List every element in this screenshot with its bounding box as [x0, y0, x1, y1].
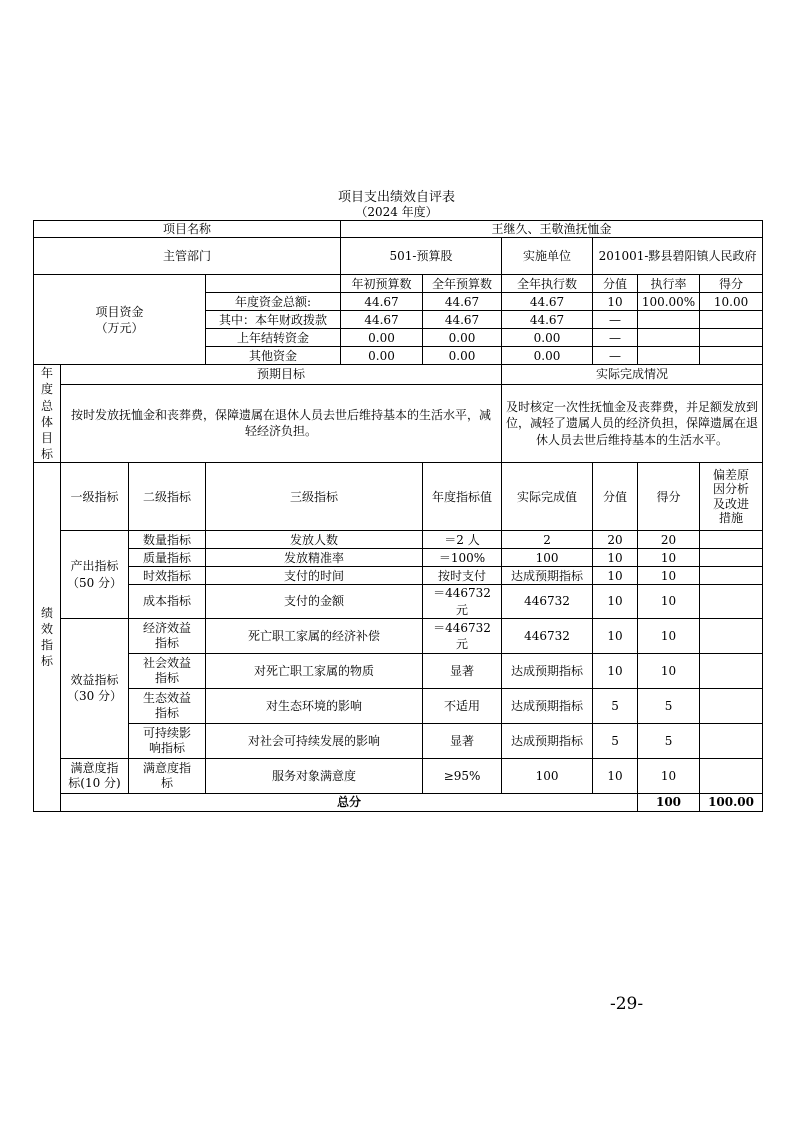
- funds-cell: 44.67: [423, 311, 502, 329]
- indicator-target: ＝446732 元: [423, 618, 502, 653]
- funds-cell: —: [593, 311, 638, 329]
- indicator-score-value: 10: [593, 758, 638, 793]
- goal-side-label: 年 度 总 体 目 标: [34, 365, 61, 463]
- indicator-row: [34, 688, 763, 723]
- indicator-level2: 满意度指 标: [129, 758, 206, 793]
- funds-cell: 其他资金: [206, 347, 341, 365]
- funds-cell: 年度资金总额:: [206, 293, 341, 311]
- funds-cell: —: [593, 329, 638, 347]
- indicator-row: [34, 549, 763, 567]
- funds-cell: 0.00: [502, 329, 593, 347]
- indicators-header: 偏差原 因分析 及改进 措施: [700, 463, 763, 531]
- funds-cell: [638, 329, 700, 347]
- indicator-target: ≥95%: [423, 758, 502, 793]
- funds-empty-header: [206, 275, 341, 293]
- indicator-actual: 100: [502, 758, 593, 793]
- indicator-score-value: 5: [593, 688, 638, 723]
- indicator-level2: 可持续影 响指标: [129, 723, 206, 758]
- indicator-deviation: [700, 549, 763, 567]
- indicator-level2: 时效指标: [129, 567, 206, 585]
- total-score-value: 100: [638, 793, 700, 811]
- indicator-level3: 发放精准率: [206, 549, 423, 567]
- indicator-row: [34, 723, 763, 758]
- indicator-level3: 服务对象满意度: [206, 758, 423, 793]
- indicator-row: [34, 531, 763, 549]
- funds-cell: 44.67: [502, 293, 593, 311]
- indicator-level3: 支付的金额: [206, 585, 423, 618]
- indicator-level3: 对社会可持续发展的影响: [206, 723, 423, 758]
- indicator-actual: 446732: [502, 585, 593, 618]
- goal-header-row: [34, 365, 763, 384]
- funds-cell: [700, 347, 763, 365]
- total-row: [34, 793, 763, 811]
- indicator-score: 10: [638, 585, 700, 618]
- indicator-level3: 对生态环境的影响: [206, 688, 423, 723]
- department-row: [34, 238, 763, 275]
- indicator-actual: 446732: [502, 618, 593, 653]
- indicator-score-value: 20: [593, 531, 638, 549]
- implementing-unit-label: 实施单位: [502, 238, 593, 275]
- goal-actual-text: 及时核定一次性抚恤金及丧葬费，并足额发放到位，减轻了遗属人员的经济负担，保障遗属在退休人员去世后维持基本的生活水平。: [502, 384, 763, 463]
- indicator-score: 10: [638, 618, 700, 653]
- funds-cell: 0.00: [423, 329, 502, 347]
- indicator-score: 20: [638, 531, 700, 549]
- funds-header: 全年执行数: [502, 275, 593, 293]
- department-value: 501-预算股: [341, 238, 502, 275]
- funds-label: 项目资金 （万元）: [34, 275, 206, 365]
- page-number: -29-: [610, 994, 644, 1014]
- funds-header: 年初预算数: [341, 275, 423, 293]
- funds-cell: 44.67: [423, 293, 502, 311]
- funds-cell: [700, 311, 763, 329]
- indicator-deviation: [700, 758, 763, 793]
- goal-expected-header: 预期目标: [61, 365, 502, 384]
- indicator-target: 显著: [423, 653, 502, 688]
- funds-cell: [638, 347, 700, 365]
- funds-cell: 44.67: [341, 293, 423, 311]
- indicator-deviation: [700, 653, 763, 688]
- funds-header: 全年预算数: [423, 275, 502, 293]
- indicators-header: 实际完成值: [502, 463, 593, 531]
- goal-actual-header: 实际完成情况: [502, 365, 763, 384]
- project-name-label: 项目名称: [34, 221, 341, 238]
- funds-cell: 0.00: [502, 347, 593, 365]
- indicator-score-value: 5: [593, 723, 638, 758]
- indicator-level2: 质量指标: [129, 549, 206, 567]
- indicator-deviation: [700, 531, 763, 549]
- indicator-level2: 成本指标: [129, 585, 206, 618]
- project-name-row: [34, 221, 763, 238]
- funds-cell: 44.67: [502, 311, 593, 329]
- indicator-target: 显著: [423, 723, 502, 758]
- project-name-value: 王继久、王敬渔抚恤金: [341, 221, 763, 238]
- indicators-header: 年度指标值: [423, 463, 502, 531]
- indicator-actual: 达成预期指标: [502, 653, 593, 688]
- indicator-level2: 社会效益 指标: [129, 653, 206, 688]
- funds-cell: 10.00: [700, 293, 763, 311]
- funds-cell: 上年结转资金: [206, 329, 341, 347]
- indicator-score-value: 10: [593, 549, 638, 567]
- goal-content-row: [34, 384, 763, 463]
- indicator-level2: 生态效益 指标: [129, 688, 206, 723]
- page-title: 项目支出绩效自评表: [337, 190, 455, 205]
- indicators-header: 三级指标: [206, 463, 423, 531]
- total-label: 总分: [61, 793, 638, 811]
- funds-cell: 10: [593, 293, 638, 311]
- total-score: 100.00: [700, 793, 763, 811]
- page-subtitle: （2024 年度）: [355, 205, 438, 219]
- performance-table: [33, 220, 763, 812]
- indicator-score-value: 10: [593, 585, 638, 618]
- indicator-actual: 达成预期指标: [502, 688, 593, 723]
- indicators-header: 一级指标: [61, 463, 129, 531]
- indicator-actual: 达成预期指标: [502, 567, 593, 585]
- indicator-row: [34, 567, 763, 585]
- indicator-score: 5: [638, 723, 700, 758]
- funds-cell: 100.00%: [638, 293, 700, 311]
- indicator-level3: 发放人数: [206, 531, 423, 549]
- funds-header: 分值: [593, 275, 638, 293]
- indicator-deviation: [700, 688, 763, 723]
- indicator-row: [34, 618, 763, 653]
- indicator-level2: 数量指标: [129, 531, 206, 549]
- funds-cell: 0.00: [341, 329, 423, 347]
- indicator-actual: 100: [502, 549, 593, 567]
- indicator-target: 按时支付: [423, 567, 502, 585]
- indicator-deviation: [700, 585, 763, 618]
- funds-header: 执行率: [638, 275, 700, 293]
- indicator-target: 不适用: [423, 688, 502, 723]
- funds-header: 得分: [700, 275, 763, 293]
- indicator-actual: 达成预期指标: [502, 723, 593, 758]
- indicator-score-value: 10: [593, 653, 638, 688]
- indicator-target: ＝100%: [423, 549, 502, 567]
- indicator-actual: 2: [502, 531, 593, 549]
- indicator-target: ＝2 人: [423, 531, 502, 549]
- indicator-row: [34, 758, 763, 793]
- funds-cell: 0.00: [423, 347, 502, 365]
- indicator-level2: 经济效益 指标: [129, 618, 206, 653]
- funds-cell: —: [593, 347, 638, 365]
- indicator-row: [34, 585, 763, 618]
- funds-cell: 其中：本年财政拨款: [206, 311, 341, 329]
- indicator-deviation: [700, 618, 763, 653]
- indicator-score-value: 10: [593, 618, 638, 653]
- indicators-header-row: [34, 463, 763, 531]
- indicators-header: 得分: [638, 463, 700, 531]
- indicator-deviation: [700, 567, 763, 585]
- indicator-score: 10: [638, 653, 700, 688]
- indicators-header: 分值: [593, 463, 638, 531]
- indicator-level3: 对死亡职工家属的物质: [206, 653, 423, 688]
- funds-cell: 44.67: [341, 311, 423, 329]
- indicator-score: 5: [638, 688, 700, 723]
- implementing-unit-value: 201001-黟县碧阳镇人民政府: [593, 238, 763, 275]
- indicators-side-label: 绩 效 指 标: [34, 463, 61, 811]
- department-label: 主管部门: [34, 238, 341, 275]
- funds-cell: [638, 311, 700, 329]
- indicator-score-value: 10: [593, 567, 638, 585]
- indicators-header: 二级指标: [129, 463, 206, 531]
- indicator-row: [34, 653, 763, 688]
- indicator-level3: 死亡职工家属的经济补偿: [206, 618, 423, 653]
- funds-cell: [700, 329, 763, 347]
- indicator-target: ＝446732 元: [423, 585, 502, 618]
- indicator-level1: 效益指标 （30 分）: [61, 618, 129, 758]
- indicator-level1: 满意度指 标(10 分): [61, 758, 129, 793]
- indicator-score: 10: [638, 549, 700, 567]
- funds-header-row: [34, 275, 763, 293]
- indicator-score: 10: [638, 567, 700, 585]
- goal-expected-text: 按时发放抚恤金和丧葬费，保障遗属在退休人员去世后维持基本的生活水平，减轻经济负担。: [61, 384, 502, 463]
- indicator-level3: 支付的时间: [206, 567, 423, 585]
- indicator-deviation: [700, 723, 763, 758]
- indicator-level1: 产出指标 （50 分）: [61, 531, 129, 618]
- indicator-score: 10: [638, 758, 700, 793]
- funds-cell: 0.00: [341, 347, 423, 365]
